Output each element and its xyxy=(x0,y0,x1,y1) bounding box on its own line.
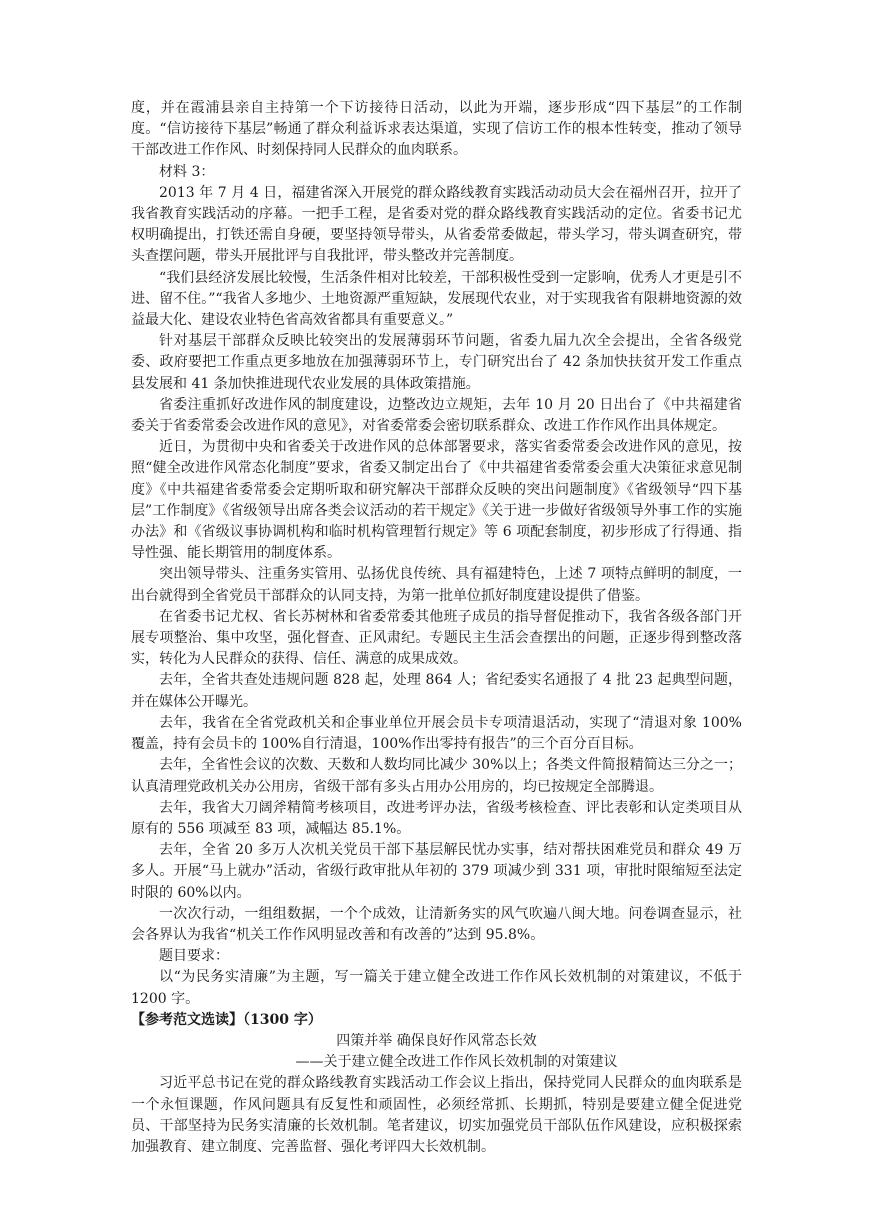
material-paragraph: 在省委书记尤权、省长苏树林和省委常委其他班子成员的指导督促推动下，我省各级各部门开展专项整治、集中攻坚，强化督查、正风肃纪。专题民主生活会查摆出的问题，正逐步得到整改落实，转化为人民群众的获得、信任、满意的成果成效。 xyxy=(131,608,742,668)
material-paragraph: 去年，我省大刀阔斧精简考核项目，改进考评办法，省级考核检查、评比表彰和认定类项目从原有的 556 项减至 83 项，减幅达 85.1%。 xyxy=(131,799,742,837)
essay-title: 四策并举 确保良好作风常态长效 xyxy=(336,1032,537,1049)
material-paragraph: 去年，我省在全省党政机关和企事业单位开展会员卡专项清退活动，实现了“清退对象 100%覆盖，持有会员卡的 100%自行清退，100%作出零持有报告”的三个百分百目标。 xyxy=(131,714,742,753)
material-paragraph: 材料 3： xyxy=(159,163,215,180)
material-paragraph: 去年，全省 20 多万人次机关党员干部下基层解民忧办实事，结对帮扶困难党员和群众 49 万多人。开展“马上就办”活动，省级行政审批从年初的 379 项减少到 331 项，审批时限缩短至法定时限的 60%以内。 xyxy=(131,842,742,901)
material-paragraph: 去年，全省性会议的次数、天数和人数均同比减少 30%以上；各类文件简报精简达三分之一；认真清理党政机关办公用房，省级干部有多头占用办公用房的，均已按规定全部腾退。 xyxy=(131,757,742,795)
material-paragraph: 度，并在霞浦县亲自主持第一个下访接待日活动，以此为开端，逐步形成“四下基层”的工作制度。“信访接待下基层”畅通了群众利益诉求表达渠道，实现了信访工作的根本性转变，推动了领导干部改进工作作风、时刻保持同人民群众的血肉联系。 xyxy=(131,100,742,159)
material-paragraph: 突出领导带头、注重务实管用、弘扬优良传统、具有福建特色，上述 7 项特点鲜明的制度，一出台就得到全省党员干部群众的认同支持，为第一批单位抓好制度建设提供了借鉴。 xyxy=(131,566,742,604)
material-paragraph: 去年，全省共查处违规问题 828 起，处理 864 人；省纪委实名通报了 4 批 23 起典型问题，并在媒体公开曝光。 xyxy=(131,672,742,710)
reference-heading xyxy=(131,1010,742,1031)
material-paragraph: 2013 年 7 月 4 日，福建省深入开展党的群众路线教育实践活动动员大会在福州召开，拉开了我省教育实践活动的序幕。一把手工程，是省委对党的群众路线教育实践活动的定位。省委书记尤权明确提出，打铁还需自身硬，要坚持领导带头，从省委常委做起，带头学习，带头调查研究，带头查摆问题，带头开展批评与自我批评，带头整改并完善制度。 xyxy=(131,184,742,265)
reference-word-count: （1300 字） xyxy=(243,1011,322,1028)
material-paragraph: “我们县经济发展比较慢，生活条件相对比较差，干部积极性受到一定影响，优秀人才更是引不进、留不住。”“我省人多地少、土地资源严重短缺，发展现代农业，对于实现我省有限耕地资源的效益最大化、建设农业特色省高效省都具有重要意义。” xyxy=(131,269,742,329)
material-paragraph: 以“为民务实清廉”为主题，写一篇关于建立健全改进工作作风长效机制的对策建议，不低于 1200 字。 xyxy=(131,969,742,1007)
essay-subtitle: ——关于建立健全改进工作作风长效机制的对策建议 xyxy=(295,1054,618,1071)
material-paragraph: 一次次行动，一组组数据，一个个成效，让清新务实的风气吹遍八闽大地。问卷调查显示，社会各界认为我省“机关工作作风明显改善和有改善的”达到 95.8%。 xyxy=(131,905,742,943)
material-paragraph: 近日，为贯彻中央和省委关于改进作风的总体部署要求，落实省委常委会改进作风的意见，按照“健全改进作风常态化制度”要求，省委又制定出台了《中共福建省委常委会重大决策征求意见制度》《中共福建省委常委会定期听取和研究解决干部群众反映的突出问题制度》《省级领导“四下基层”工作制度》《省级领导出席各类会议活动的若干规定》《关于进一步做好省级领导外事工作的实施办法》和《省级议事协调机构和临时机构管理暂行规定》等 6 项配套制度，初步形成了行得通、指导性强、能长期管用的制度体系。 xyxy=(131,439,742,562)
material-section xyxy=(131,98,742,1010)
essay-body-paragraph: 习近平总书记在党的群众路线教育实践活动工作会议上指出，保持党同人民群众的血肉联系是一个永恒课题，作风问题具有反复性和顽固性，必须经常抓、长期抓，特别是要建立健全促进党员、干部坚持为民务实清廉的长效机制。笔者建议，切实加强党员干部队伍作风建设，应积极探索加强教育、建立制度、完善监督、强化考评四大长效机制。 xyxy=(131,1075,742,1155)
document-page xyxy=(131,98,742,1158)
material-paragraph: 针对基层干部群众反映比较突出的发展薄弱环节问题，省委九届九次全会提出，全省各级党委、政府要把工作重点更多地放在加强薄弱环节上，专门研究出台了 42 条加快扶贫开发工作重点县发展和 41 条加快推进现代农业发展的具体政策措施。 xyxy=(131,333,742,392)
reference-label: 【参考范文选读】 xyxy=(131,1011,243,1028)
material-paragraph: 题目要求： xyxy=(159,948,229,965)
material-paragraph: 省委注重抓好改进作风的制度建设，边整改边立规矩，去年 10 月 20 日出台了《中共福建省委关于省委常委会改进作风的意见》，对省委常委会密切联系群众、改进工作作风作出具体规定。 xyxy=(131,396,742,435)
